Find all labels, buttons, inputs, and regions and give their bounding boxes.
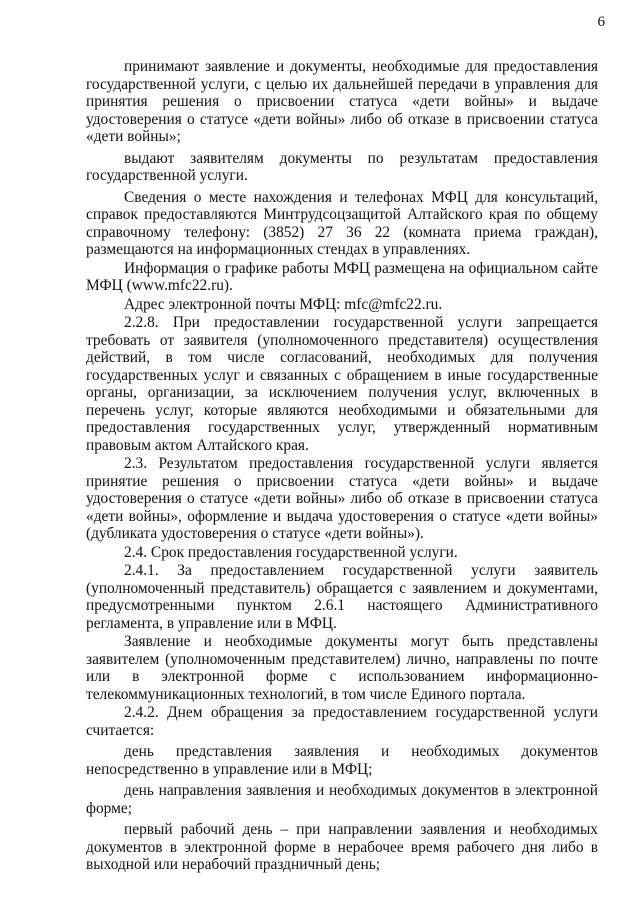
paragraph-day-direct: день представления заявления и необходимых документов непосредственно в управление или в МФЦ; [86,743,598,778]
paragraph-mfc-issue: выдают заявителям документы по результатам предоставления государственной услуги. [86,149,598,184]
paragraph-day-first-working: первый рабочий день – при направлении заявления и необходимых документов в электронной форме в нерабочее время рабочего дня либо в выходной или нерабочий праздничный день; [86,821,598,873]
paragraph-2-4-2: 2.4.2. Днем обращения за предоставлением государственной услуги считается: [86,704,598,739]
paragraph-day-electronic: день направления заявления и необходимых документов в электронной форме; [86,782,598,817]
paragraph-mfc-email: Адрес электронной почты МФЦ: mfc@mfc22.ru. [124,295,443,313]
paragraph-2-4: 2.4. Срок предоставления государственной услуги. [124,543,458,561]
paragraph-mfc-schedule: Информация о графике работы МФЦ размещена на официальном сайте МФЦ (www.mfc22.ru). [86,259,598,294]
paragraph-2-3: 2.3. Результатом предоставления государственной услуги является принятие решения о присвоении статуса «дети войны» и выдаче удостоверения о статусе «дети войны» либо об отказе в присвоении статуса «дети войны», оформление и выдача удостоверения о статусе «дети войны» (дубликата удостоверения о статусе «дети войны»). [86,455,598,542]
paragraph-2-4-1: 2.4.1. За предоставлением государственной услуги заявитель (уполномоченный представитель) обращается с заявлением и документами, предусмотренными пунктом 2.6.1 настоящего Административного регламента, в управление или в МФЦ. [86,562,598,632]
document-body [86,58,598,874]
paragraph-mfc-contacts: Сведения о месте нахождения и телефонах МФЦ для консультаций, справок предоставляются Минтрудсоцзащитой Алтайского края по общему справочному телефону: (3852) 27 36 22 (комната приема граждан), размещаются на информационных стендах в управлениях. [86,188,598,258]
page-number: 6 [597,14,605,30]
paragraph-2-2-8: 2.2.8. При предоставлении государственной услуги запрещается требовать от заявителя (уполномоченного представителя) осуществления действий, в том числе согласований, необходимых для получения государственных услуг и связанных с обращением в иные государственные органы, организации, за исключением получения услуг, включенных в перечень услуг, которые являются необходимыми и обязательными для предоставления государственных услуг, утвержденный нормативным правовым актом Алтайского края. [86,314,598,454]
paragraph-submission-methods: Заявление и необходимые документы могут быть представлены заявителем (уполномоченным представителем) лично, направлены по почте или в электронной форме с использованием информационно-телекоммуникационных технологий, в том числе Единого портала. [86,633,598,703]
paragraph-mfc-accept: принимают заявление и документы, необходимые для предоставления государственной услуги, с целью их дальнейшей передачи в управления для принятия решения о присвоении статуса «дети войны» и выдаче удостоверения о статусе «дети войны» либо об отказе в присвоении статуса «дети войны»; [86,58,598,145]
